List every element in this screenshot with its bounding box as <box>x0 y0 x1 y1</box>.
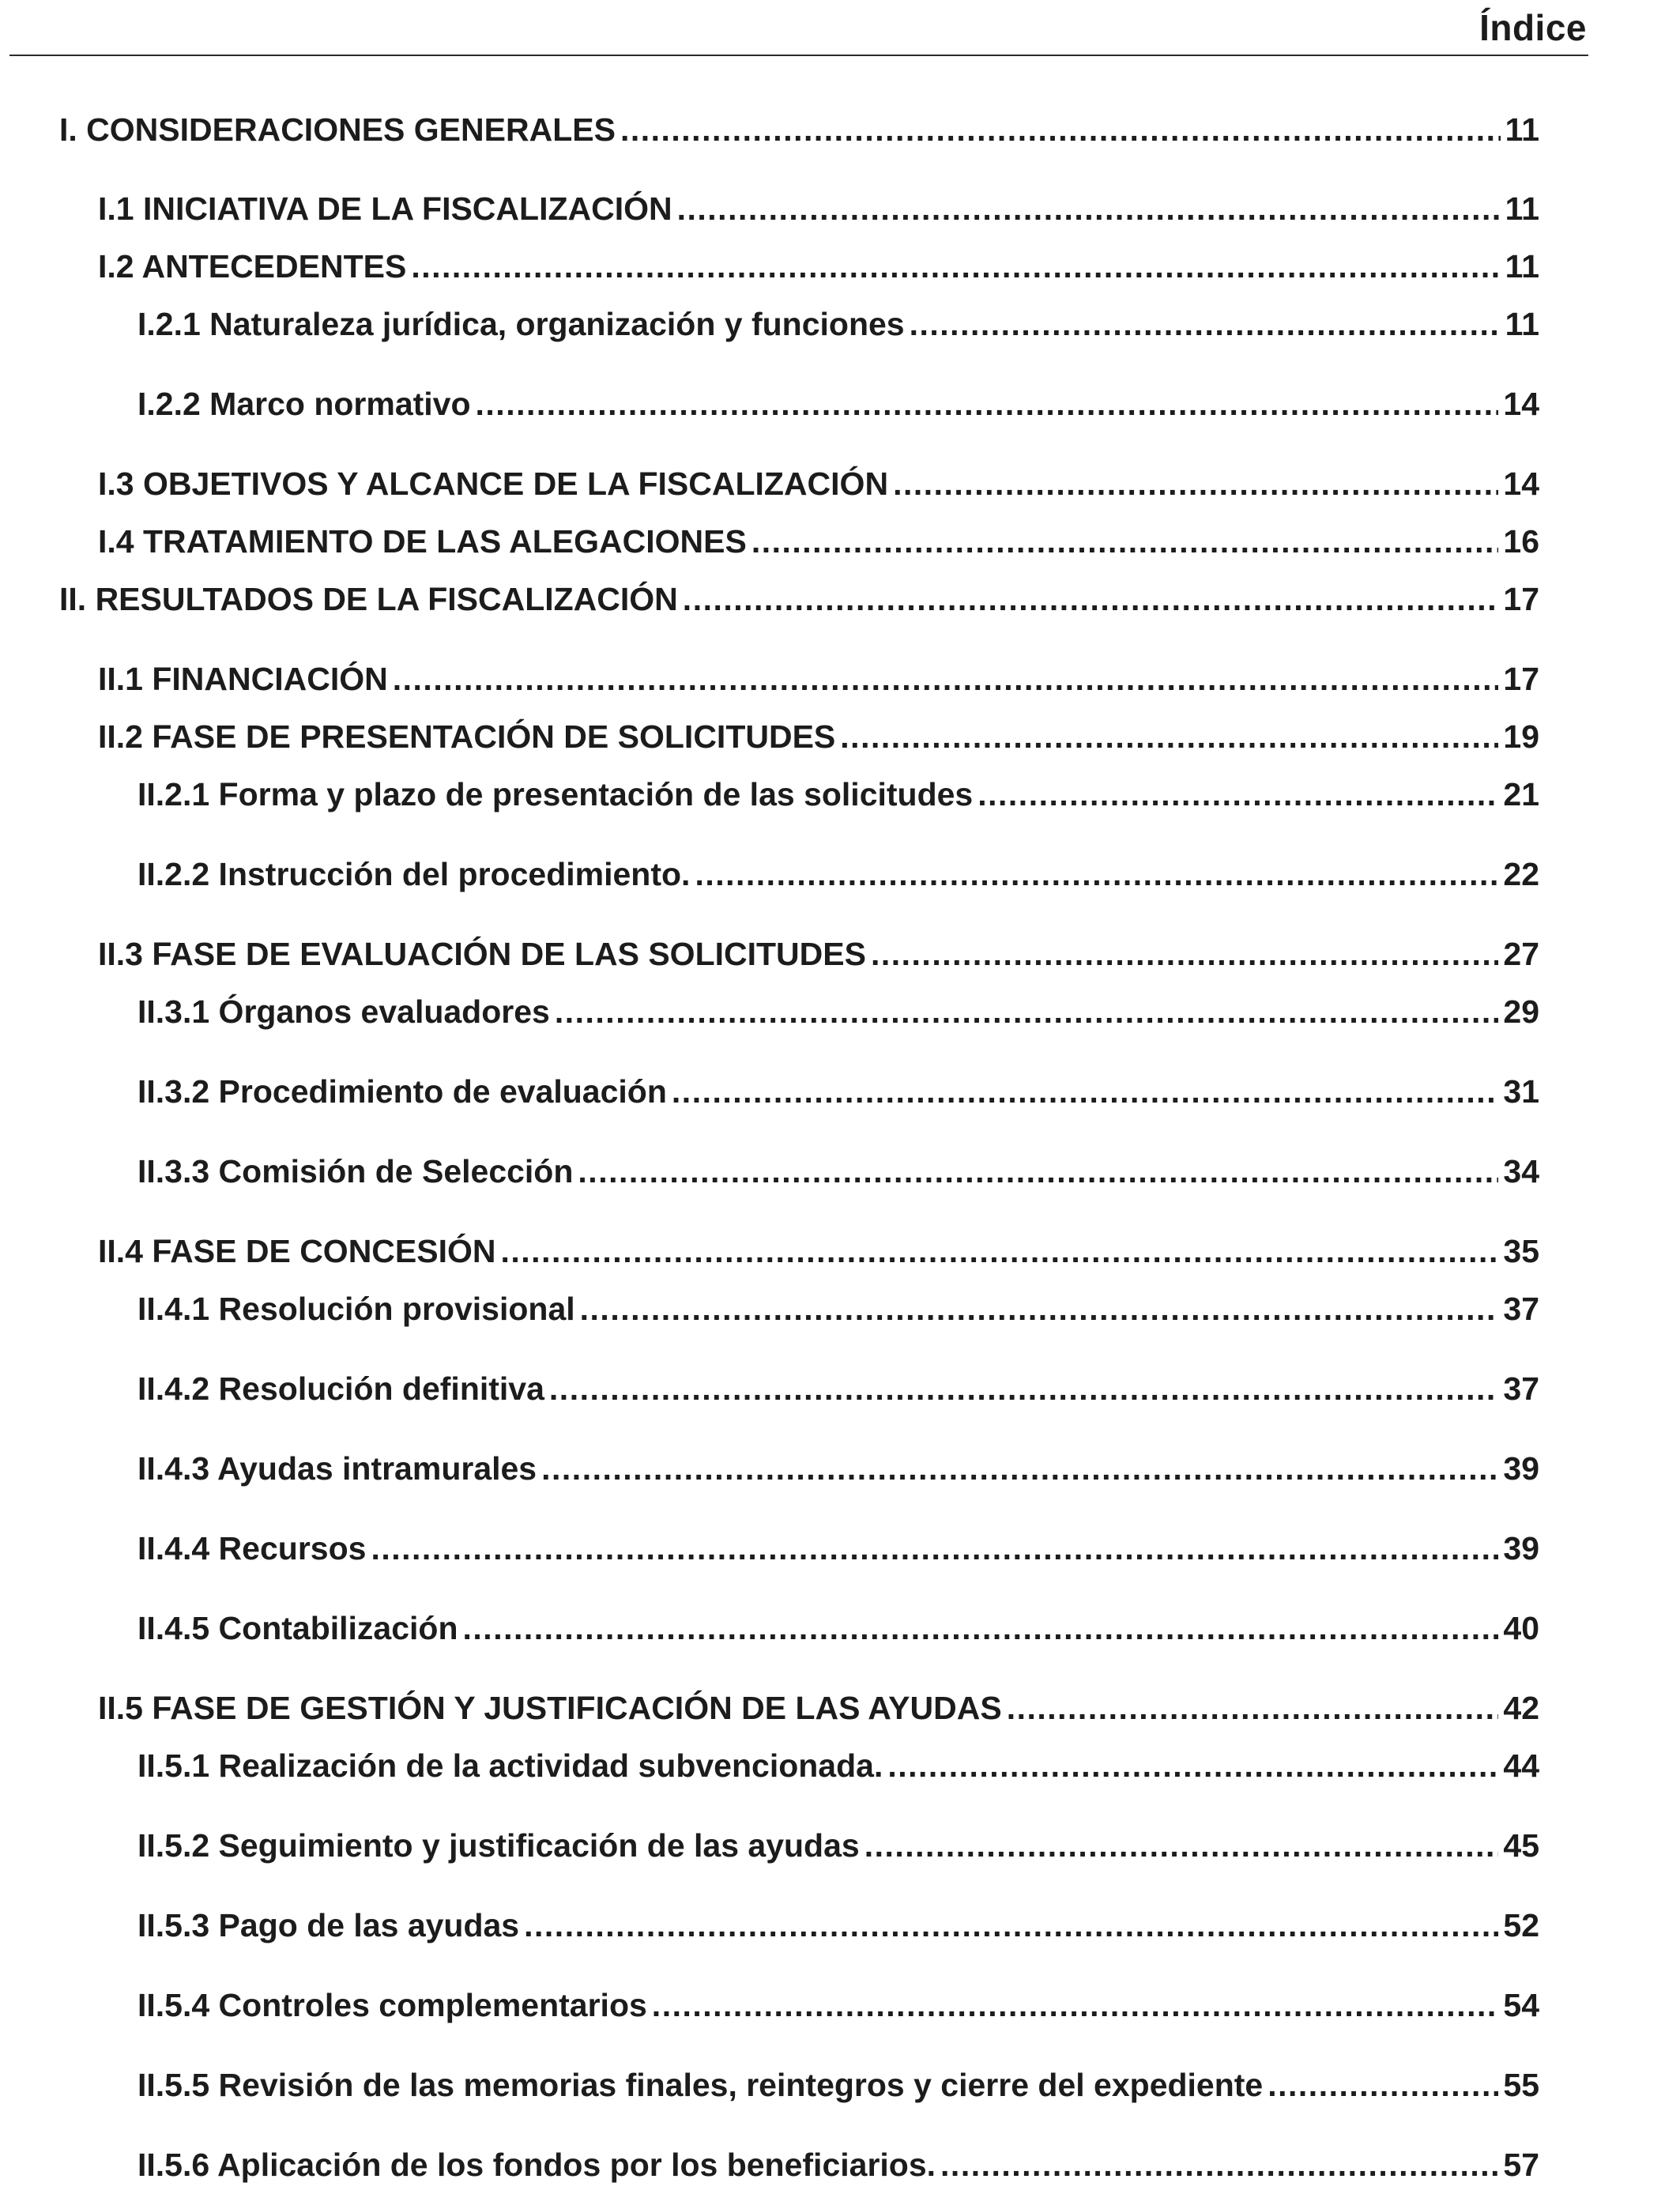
toc-entry-page: 55 <box>1503 2067 1539 2103</box>
toc-entry[interactable] <box>98 1687 1539 1729</box>
toc-entry[interactable] <box>98 658 1539 700</box>
toc-entry-page: 54 <box>1503 1987 1539 2023</box>
toc-entry-title: II.3.3 Comisión de Selección <box>137 1153 574 1189</box>
toc-entry-page: 34 <box>1503 1153 1539 1189</box>
toc-entry[interactable] <box>98 1230 1539 1272</box>
toc-entry-page: 57 <box>1503 2147 1539 2183</box>
toc-entry-title: II.4.2 Resolución definitiva <box>137 1370 544 1407</box>
toc-entry-page: 31 <box>1503 1073 1539 1110</box>
toc-entry[interactable] <box>98 933 1539 975</box>
toc-entry[interactable] <box>137 383 1539 425</box>
toc-entry[interactable] <box>137 773 1539 816</box>
toc-entry-title: II.5 FASE DE GESTIÓN Y JUSTIFICACIÓN DE LAS AYUDAS <box>98 1690 1002 1726</box>
toc-dot-leader <box>910 303 1501 345</box>
toc-entry-title: II.5.2 Seguimiento y justificación de las ayudas <box>137 1827 860 1864</box>
toc-entry-page: 37 <box>1503 1370 1539 1407</box>
toc-entry-page: 45 <box>1503 1827 1539 1864</box>
toc-entry[interactable] <box>137 303 1539 345</box>
toc-entry-title: I.4 TRATAMIENTO DE LAS ALEGACIONES <box>98 523 747 560</box>
toc-entry[interactable] <box>137 2143 1539 2186</box>
toc-entry[interactable] <box>137 1527 1539 1570</box>
toc-dot-leader <box>751 520 1499 563</box>
toc-dot-leader <box>555 990 1499 1033</box>
page-title: Índice <box>1479 7 1587 48</box>
toc-entry-page: 17 <box>1503 661 1539 697</box>
toc-entry[interactable] <box>137 1287 1539 1330</box>
toc-dot-leader <box>652 1984 1499 2026</box>
toc-dot-leader <box>1007 1687 1499 1729</box>
toc-dot-leader <box>893 462 1498 505</box>
toc-entry-title: II.5.6 Aplicación de los fondos por los beneficiarios. <box>137 2147 936 2183</box>
toc-entry-title: II.5.5 Revisión de las memorias finales, reintegros y cierre del expediente <box>137 2067 1264 2103</box>
toc-entry-page: 35 <box>1503 1233 1539 1269</box>
toc-entry-title: II.5.4 Controles complementarios <box>137 1987 647 2023</box>
header-divider <box>9 55 1588 56</box>
toc-entry-title: II.4 FASE DE CONCESIÓN <box>98 1233 496 1269</box>
toc-entry-page: 22 <box>1503 856 1539 892</box>
toc-entry-title: II.5.1 Realización de la actividad subvencionada. <box>137 1747 883 1784</box>
toc-entry[interactable] <box>98 462 1539 505</box>
toc-entry[interactable] <box>98 520 1539 563</box>
toc-entry-page: 42 <box>1503 1690 1539 1726</box>
toc-dot-leader <box>887 1744 1498 1787</box>
toc-entry-title: II.4.1 Resolución provisional <box>137 1291 575 1327</box>
toc-entry-title: II.2.2 Instrucción del procedimiento. <box>137 856 691 892</box>
toc-entry[interactable] <box>59 108 1539 151</box>
toc-dot-leader <box>683 578 1499 620</box>
toc-entry-page: 52 <box>1503 1907 1539 1943</box>
toc-dot-leader <box>864 1824 1499 1867</box>
toc-dot-leader <box>1268 2064 1498 2106</box>
toc-entry[interactable] <box>137 1150 1539 1193</box>
toc-entry-page: 21 <box>1503 776 1539 812</box>
toc-entry-title: II.3.2 Procedimiento de evaluación <box>137 1073 667 1110</box>
toc-entry[interactable] <box>137 1607 1539 1649</box>
toc-entry-page: 44 <box>1503 1747 1539 1784</box>
toc-entry[interactable] <box>137 853 1539 895</box>
toc-dot-leader <box>840 715 1498 758</box>
toc-entry[interactable] <box>137 1904 1539 1947</box>
toc-entry-page: 11 <box>1505 306 1539 342</box>
toc-entry-title: II.4.4 Recursos <box>137 1530 367 1566</box>
toc-entry[interactable] <box>98 715 1539 758</box>
toc-entry-title: I. CONSIDERACIONES GENERALES <box>59 111 616 148</box>
toc-entry-page: 16 <box>1503 523 1539 560</box>
toc-entry-title: II.3.1 Órganos evaluadores <box>137 993 550 1030</box>
toc-entry[interactable] <box>137 1824 1539 1867</box>
toc-entry-page: 29 <box>1503 993 1539 1030</box>
toc-entry-title: I.2.1 Naturaleza jurídica, organización y funciones <box>137 306 905 342</box>
toc-entry-page: 37 <box>1503 1291 1539 1327</box>
toc-dot-leader <box>463 1607 1499 1649</box>
toc-entry-page: 14 <box>1503 466 1539 502</box>
toc-dot-leader <box>578 1150 1498 1193</box>
toc-dot-leader <box>677 187 1501 230</box>
toc-entry-page: 27 <box>1503 936 1539 972</box>
toc-dot-leader <box>501 1230 1499 1272</box>
toc-dot-leader <box>940 2143 1498 2186</box>
toc-entry[interactable] <box>137 2064 1539 2106</box>
toc-entry-title: II. RESULTADOS DE LA FISCALIZACIÓN <box>59 581 678 617</box>
toc-entry-title: I.2 ANTECEDENTES <box>98 248 407 285</box>
toc-dot-leader <box>476 383 1499 425</box>
toc-dot-leader <box>871 933 1498 975</box>
toc-entry-title: II.3 FASE DE EVALUACIÓN DE LAS SOLICITUDES <box>98 936 866 972</box>
toc-entry[interactable] <box>137 1984 1539 2026</box>
toc-dot-leader <box>549 1367 1498 1410</box>
toc-dot-leader <box>695 853 1498 895</box>
toc-entry-title: II.4.3 Ayudas intramurales <box>137 1450 537 1487</box>
toc-entry[interactable] <box>98 187 1539 230</box>
toc-entry-title: II.1 FINANCIACIÓN <box>98 661 388 697</box>
toc-dot-leader <box>977 773 1498 816</box>
toc-entry-page: 11 <box>1505 111 1539 148</box>
toc-entry-page: 11 <box>1505 248 1539 285</box>
toc-entry[interactable] <box>137 1367 1539 1410</box>
toc-entry-title: I.2.2 Marco normativo <box>137 386 471 422</box>
toc-dot-leader <box>371 1527 1498 1570</box>
toc-dot-leader <box>672 1070 1498 1113</box>
toc-entry[interactable] <box>98 245 1539 288</box>
toc-entry-title: I.1 INICIATIVA DE LA FISCALIZACIÓN <box>98 190 672 227</box>
toc-entry-title: II.2 FASE DE PRESENTACIÓN DE SOLICITUDES <box>98 718 836 755</box>
toc-entry[interactable] <box>59 578 1539 620</box>
toc-entry-title: II.2.1 Forma y plazo de presentación de las solicitudes <box>137 776 974 812</box>
toc-entry[interactable] <box>137 1744 1539 1787</box>
toc-entry-page: 19 <box>1503 718 1539 755</box>
toc-entry-page: 11 <box>1505 190 1539 227</box>
toc-entry[interactable] <box>137 1447 1539 1490</box>
toc-dot-leader <box>393 658 1499 700</box>
toc-dot-leader <box>541 1447 1498 1490</box>
toc-entry-title: II.5.3 Pago de las ayudas <box>137 1907 520 1943</box>
toc-entry-page: 14 <box>1503 386 1539 422</box>
toc-dot-leader <box>524 1904 1498 1947</box>
toc-entry[interactable] <box>137 990 1539 1033</box>
toc-entry-page: 40 <box>1503 1610 1539 1646</box>
toc-entry-page: 17 <box>1503 581 1539 617</box>
toc-entry-page: 39 <box>1503 1450 1539 1487</box>
toc-entry-page: 39 <box>1503 1530 1539 1566</box>
toc-entry[interactable] <box>137 1070 1539 1113</box>
toc-dot-leader <box>580 1287 1499 1330</box>
toc-entry-title: I.3 OBJETIVOS Y ALCANCE DE LA FISCALIZACIÓN <box>98 466 889 502</box>
toc-dot-leader <box>620 108 1501 151</box>
toc-dot-leader <box>411 245 1500 288</box>
toc-entry-title: II.4.5 Contabilización <box>137 1610 458 1646</box>
